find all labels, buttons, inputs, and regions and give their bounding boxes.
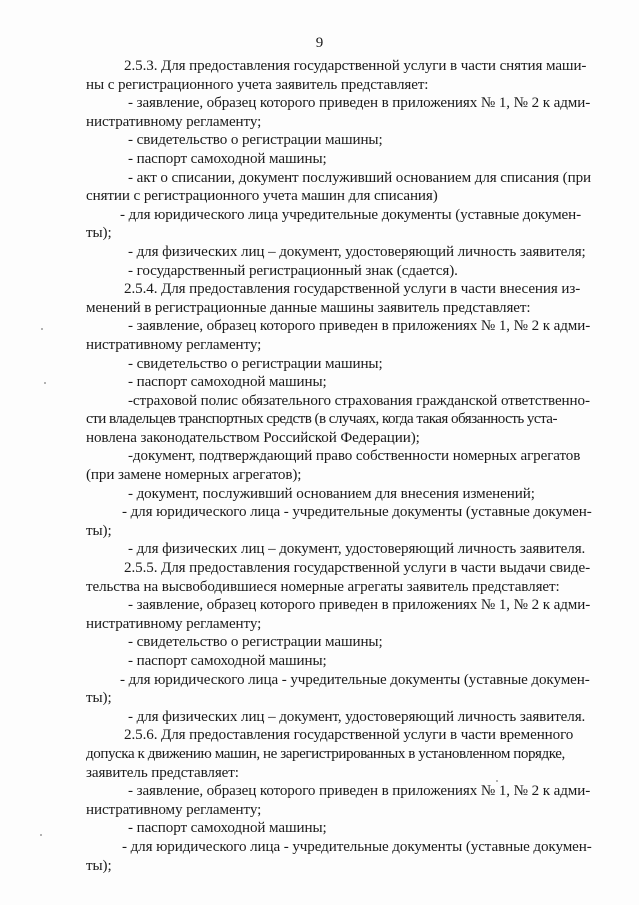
list-item-continuation: сти владельцев транспортных средств (в случаях, когда такая обязанность уста-	[86, 411, 557, 428]
paragraph-line: 2.5.3. Для предоставления государственной услуги в части снятия маши-	[124, 58, 587, 74]
paragraph-line: заявитель представляет:	[86, 764, 239, 781]
list-item: - свидетельство о регистрации машины;	[128, 634, 383, 651]
list-item: - документ, послуживший основанием для внесения изменений;	[128, 485, 535, 502]
list-item-continuation: новлена законодательством Российской Федерации);	[86, 429, 420, 446]
scan-speck	[44, 382, 46, 384]
scan-speck	[496, 780, 498, 782]
document-body	[86, 57, 606, 875]
list-item: - свидетельство о регистрации машины;	[128, 355, 383, 372]
list-item: - паспорт самоходной машины;	[128, 653, 327, 669]
list-item: - для юридического лица учредительные документы (уставные докумен-	[120, 206, 582, 223]
list-item: -документ, подтверждающий право собственности номерных агрегатов	[128, 448, 581, 465]
list-item-continuation: нистративному регламенту;	[86, 615, 262, 632]
paragraph-line: 2.5.6. Для предоставления государственной услуги в части временного	[124, 727, 574, 744]
list-item: - свидетельство о регистрации машины;	[128, 132, 383, 149]
list-item: - для юридического лица - учредительные документы (уставные докумен-	[120, 671, 590, 688]
list-item-continuation: ты);	[86, 225, 112, 242]
list-item: - для юридического лица - учредительные документы (уставные докумен-	[122, 504, 592, 521]
paragraph-line: допуска к движению машин, не зарегистрированных в установленном порядке,	[86, 745, 565, 762]
list-item: - государственный регистрационный знак (сдается).	[128, 262, 458, 279]
list-item: - для юридического лица - учредительные документы (уставные докумен-	[122, 838, 592, 855]
list-item: - заявление, образец которого приведен в приложениях № 1, № 2 к адми-	[128, 597, 591, 614]
list-item: - заявление, образец которого приведен в приложениях № 1, № 2 к адми-	[128, 318, 591, 335]
list-item: - для физических лиц – документ, удостоверяющий личность заявителя.	[128, 541, 586, 558]
list-item-continuation: нистративному регламенту;	[86, 336, 262, 353]
list-item: - заявление, образец которого приведен в приложениях № 1, № 2 к адми-	[128, 783, 591, 800]
list-item-continuation: ты);	[86, 522, 112, 539]
list-item: - паспорт самоходной машины;	[128, 150, 327, 167]
scan-speck	[41, 328, 43, 330]
list-item-continuation: снятии с регистрационного учета машин для списания)	[86, 188, 438, 205]
list-item: - паспорт самоходной машины;	[128, 374, 327, 391]
list-item-continuation: ты);	[86, 857, 112, 874]
paragraph-line: менений в регистрационные данные машины заявитель представляет:	[86, 299, 531, 316]
paragraph-line: 2.5.5. Для предоставления государственной услуги в части выдачи свиде-	[124, 560, 591, 577]
list-item: - для физических лиц – документ, удостоверяющий личность заявителя;	[128, 243, 586, 260]
list-item: - паспорт самоходной машины;	[128, 820, 327, 837]
scan-speck	[40, 834, 42, 836]
paragraph-line: ны с регистрационного учета заявитель представляет:	[86, 76, 429, 93]
list-item: - для физических лиц – документ, удостоверяющий личность заявителя.	[128, 708, 586, 725]
paragraph-line: тельства на высвободившиеся номерные агрегаты заявитель представляет:	[86, 578, 560, 595]
page-number: 9	[315, 35, 324, 51]
list-item-continuation: нистративному регламенту;	[86, 801, 262, 818]
list-item-continuation: ты);	[86, 690, 112, 707]
list-item: - заявление, образец которого приведен в приложениях № 1, № 2 к адми-	[128, 95, 591, 112]
paragraph-line: 2.5.4. Для предоставления государственной услуги в части внесения из-	[124, 281, 581, 298]
list-item: -страховой полис обязательного страхования гражданской ответственно-	[128, 392, 590, 409]
list-item-continuation: нистративному регламенту;	[86, 113, 262, 130]
list-item-continuation: (при замене номерных агрегатов);	[86, 467, 302, 484]
list-item: - акт о списании, документ послуживший основанием для списания (при	[128, 169, 592, 186]
